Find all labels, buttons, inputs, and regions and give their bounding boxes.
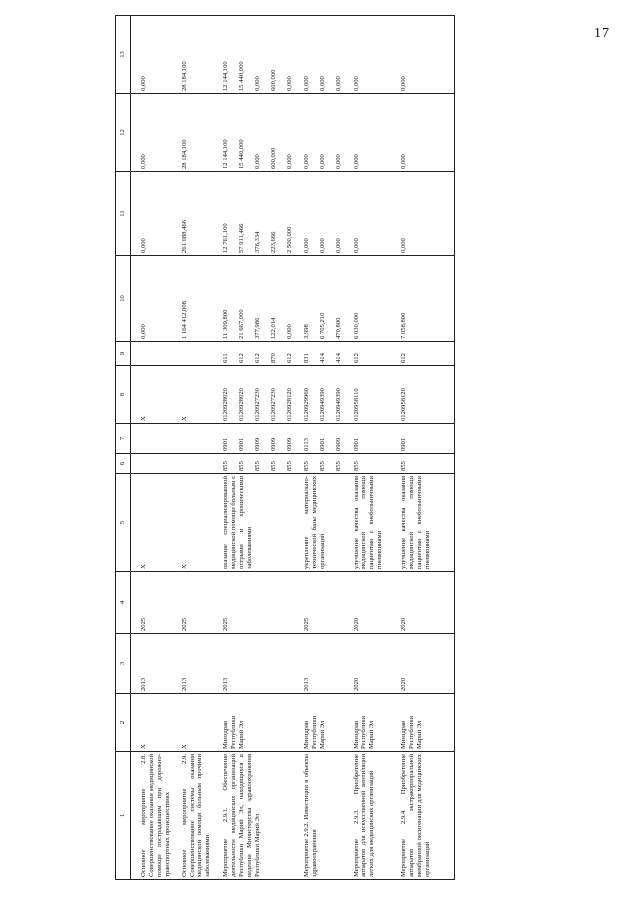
sub-value: 414 <box>334 353 342 363</box>
sub-value: 855 <box>269 461 277 471</box>
cell-csr: X <box>172 366 213 424</box>
cell-amount: 28 184,100 <box>172 16 213 94</box>
table-row <box>294 16 343 880</box>
cell-measure: Мероприятие 2.9.2. Инвестиции в объекты здравоохранения <box>294 752 343 880</box>
sub-value: 0113 <box>302 438 310 451</box>
cell-measure: Основное мероприятие 2.9. Совершенствование системы оказания медицинской помощи больным прочими заболеваниями <box>172 752 213 880</box>
sub-value: 0909 <box>285 437 293 451</box>
sub-value: 0,000 <box>285 154 293 169</box>
cell-vr <box>294 342 343 366</box>
sub-value: 0901 <box>238 437 246 451</box>
sub-value: 12 761,100 <box>222 223 230 253</box>
cell-end-year: 2020 <box>343 572 385 634</box>
cell-grbs: 855 <box>343 454 385 474</box>
sub-value: 0120949390 <box>334 388 342 421</box>
col-header: 11 <box>116 172 131 256</box>
cell-amount: 0,000 <box>131 172 172 256</box>
cell-start-year: 2020 <box>343 634 385 694</box>
cell-result: улучшение качества оказания медицинской помощи пациентам с внебольничными пневмониями <box>384 474 454 572</box>
sub-value: 612 <box>254 353 262 363</box>
sub-value: 15 440,000 <box>238 61 246 91</box>
sub-value: 0120928120 <box>285 388 293 421</box>
cell-rzpr: 0901 <box>384 424 454 454</box>
sub-value: 855 <box>334 461 342 471</box>
cell-amount <box>212 172 294 256</box>
cell-amount: 0,000 <box>384 16 454 94</box>
cell-amount <box>212 256 294 342</box>
col-header: 7 <box>116 424 131 454</box>
table-row <box>343 16 385 880</box>
cell-end-year: 2020 <box>384 572 454 634</box>
cell-amount <box>294 94 343 172</box>
sub-value: 223,666 <box>269 231 277 253</box>
cell-csr: 0120958120 <box>384 366 454 424</box>
cell-end-year: 2025 <box>172 572 213 634</box>
cell-amount <box>294 256 343 342</box>
sub-value: 600,000 <box>269 147 277 169</box>
cell-amount: 28 184,100 <box>172 94 213 172</box>
cell-result: укрепление материально-технической базы медицинских организаций <box>294 474 343 572</box>
sub-value: 855 <box>302 461 310 471</box>
cell-end-year: 2025 <box>212 572 294 634</box>
sub-value: 6 705,210 <box>318 312 326 339</box>
col-header: 6 <box>116 454 131 474</box>
cell-executor: X <box>131 694 172 752</box>
cell-start-year: 2013 <box>131 634 172 694</box>
col-header: 4 <box>116 572 131 634</box>
cell-result: X <box>172 474 213 572</box>
table-row <box>131 16 172 880</box>
sub-value: 15 440,000 <box>238 139 246 169</box>
budget-table <box>115 15 455 880</box>
cell-grbs <box>131 454 172 474</box>
sub-value: 0909 <box>334 437 342 451</box>
cell-measure: Мероприятие 2.9.4. Приобретение аппаратов экстракорпоральной мембранной оксигенации для медицинских организаций <box>384 752 454 880</box>
cell-csr: X <box>131 366 172 424</box>
sub-value: 0120928020 <box>238 388 246 421</box>
sub-value: 0,000 <box>318 238 326 253</box>
sub-value: 855 <box>254 461 262 471</box>
cell-csr <box>212 366 294 424</box>
sub-value: 612 <box>238 353 246 363</box>
cell-start-year: 2013 <box>172 634 213 694</box>
col-header: 10 <box>116 256 131 342</box>
sub-value: 870 <box>269 353 277 363</box>
sub-value: 12 144,100 <box>222 139 230 169</box>
sub-value: 0909 <box>254 437 262 451</box>
sub-value: 414 <box>318 353 326 363</box>
sub-value: 0,000 <box>254 154 262 169</box>
cell-measure: Основное мероприятие 2.8. Совершенствование оказания медицинской помощи пострадавшим при дорожно-транспортных происшествиях <box>131 752 172 880</box>
cell-amount: 0,000 <box>131 256 172 342</box>
budget-table-rotated <box>115 16 629 880</box>
sub-value: 0,000 <box>302 76 310 91</box>
sub-value: 11 309,800 <box>222 309 230 339</box>
cell-grbs <box>172 454 213 474</box>
sub-value: 57 911,466 <box>238 223 246 253</box>
sub-value: 0,000 <box>318 76 326 91</box>
sub-value: 0120927230 <box>269 388 277 421</box>
cell-executor: Минздрав Республики Марий Эл <box>343 694 385 752</box>
cell-amount: 0,000 <box>384 94 454 172</box>
sub-value: 0120949390 <box>318 388 326 421</box>
cell-vr: 612 <box>384 342 454 366</box>
sub-value: 855 <box>238 461 246 471</box>
sub-value: 0,000 <box>334 238 342 253</box>
cell-vr <box>172 342 213 366</box>
sub-value: 0,000 <box>302 154 310 169</box>
page-number: 17 <box>594 26 610 41</box>
sub-value: 12 144,100 <box>222 61 230 91</box>
cell-end-year: 2025 <box>294 572 343 634</box>
cell-grbs <box>212 454 294 474</box>
cell-amount: 261 088,466 <box>172 172 213 256</box>
table-row <box>384 16 454 880</box>
cell-measure: Мероприятие 2.9.1. Обеспечение деятельности медицинских организаций Республики Марий Эл, находящихся в ведении Министерства здравоохранения Республики Марий Эл <box>212 752 294 880</box>
cell-rzpr <box>294 424 343 454</box>
cell-amount: 0,000 <box>131 94 172 172</box>
cell-rzpr <box>172 424 213 454</box>
cell-rzpr: 0901 <box>343 424 385 454</box>
sub-value: 2 500,000 <box>285 226 293 253</box>
cell-start-year: 2013 <box>212 634 294 694</box>
cell-amount: 1 164 412,008 <box>172 256 213 342</box>
sub-value: 855 <box>222 461 230 471</box>
sub-value: 0,000 <box>334 76 342 91</box>
sub-value: 21 667,000 <box>238 309 246 339</box>
cell-amount <box>212 16 294 94</box>
sub-value: 600,000 <box>269 69 277 91</box>
cell-executor: Минздрав Республики Марий Эл <box>212 694 294 752</box>
col-header: 1 <box>116 752 131 880</box>
cell-vr: 612 <box>343 342 385 366</box>
cell-amount: 6 030,000 <box>343 256 385 342</box>
sub-value: 855 <box>318 461 326 471</box>
cell-amount <box>294 172 343 256</box>
sub-value: 612 <box>285 353 293 363</box>
cell-vr <box>131 342 172 366</box>
col-header: 5 <box>116 474 131 572</box>
sub-value: 0,000 <box>334 154 342 169</box>
cell-amount: 0,000 <box>343 94 385 172</box>
cell-start-year: 2013 <box>294 634 343 694</box>
cell-amount: 0,000 <box>343 172 385 256</box>
sub-value: 0120928020 <box>222 388 230 421</box>
cell-grbs <box>294 454 343 474</box>
sub-value: 0,000 <box>318 154 326 169</box>
cell-amount <box>212 94 294 172</box>
table-row <box>172 16 213 880</box>
sub-value: 611 <box>222 353 230 363</box>
cell-rzpr <box>212 424 294 454</box>
sub-value: 0,000 <box>302 238 310 253</box>
sub-value: 376,334 <box>254 231 262 253</box>
col-header: 8 <box>116 366 131 424</box>
cell-measure: Мероприятие 2.9.3. Приобретение аппаратов для искусственной вентиляции легких для медицинских организаций <box>343 752 385 880</box>
cell-amount: 0,000 <box>343 16 385 94</box>
cell-result: улучшение качества оказания медицинской помощи пациентам с внебольничными пневмониями <box>343 474 385 572</box>
cell-amount: 0,000 <box>384 172 454 256</box>
cell-end-year: 2025 <box>131 572 172 634</box>
sub-value: 855 <box>285 461 293 471</box>
cell-result: оказание специализированной медицинской помощи больным с острыми и хроническими заболеваниями <box>212 474 294 572</box>
cell-amount: 0,000 <box>131 16 172 94</box>
sub-value: 122,014 <box>269 317 277 339</box>
cell-result: X <box>131 474 172 572</box>
sub-value: 470,800 <box>334 317 342 339</box>
sub-value: 0,000 <box>285 324 293 339</box>
cell-csr <box>294 366 343 424</box>
cell-executor: X <box>172 694 213 752</box>
cell-csr: 0120958110 <box>343 366 385 424</box>
col-header: 2 <box>116 694 131 752</box>
cell-rzpr <box>131 424 172 454</box>
table-row <box>212 16 294 880</box>
header-row <box>116 16 131 880</box>
sub-value: 831 <box>302 353 310 363</box>
cell-grbs: 855 <box>384 454 454 474</box>
sub-value: 377,986 <box>254 317 262 339</box>
cell-executor: Минздрав Республики Марий Эл <box>384 694 454 752</box>
sub-value: 0,000 <box>254 76 262 91</box>
sub-value: 0120927230 <box>254 388 262 421</box>
col-header: 3 <box>116 634 131 694</box>
sub-value: 3,998 <box>302 324 310 339</box>
sub-value: 0120929960 <box>302 388 310 421</box>
cell-amount: 7 058,800 <box>384 256 454 342</box>
cell-vr <box>212 342 294 366</box>
sub-value: 0,000 <box>285 76 293 91</box>
cell-start-year: 2020 <box>384 634 454 694</box>
col-header: 12 <box>116 94 131 172</box>
sub-value: 0901 <box>222 437 230 451</box>
sub-value: 0909 <box>269 437 277 451</box>
col-header: 9 <box>116 342 131 366</box>
sub-value: 0901 <box>318 437 326 451</box>
cell-amount <box>294 16 343 94</box>
col-header: 13 <box>116 16 131 94</box>
cell-executor: Минздрав Республики Марий Эл <box>294 694 343 752</box>
